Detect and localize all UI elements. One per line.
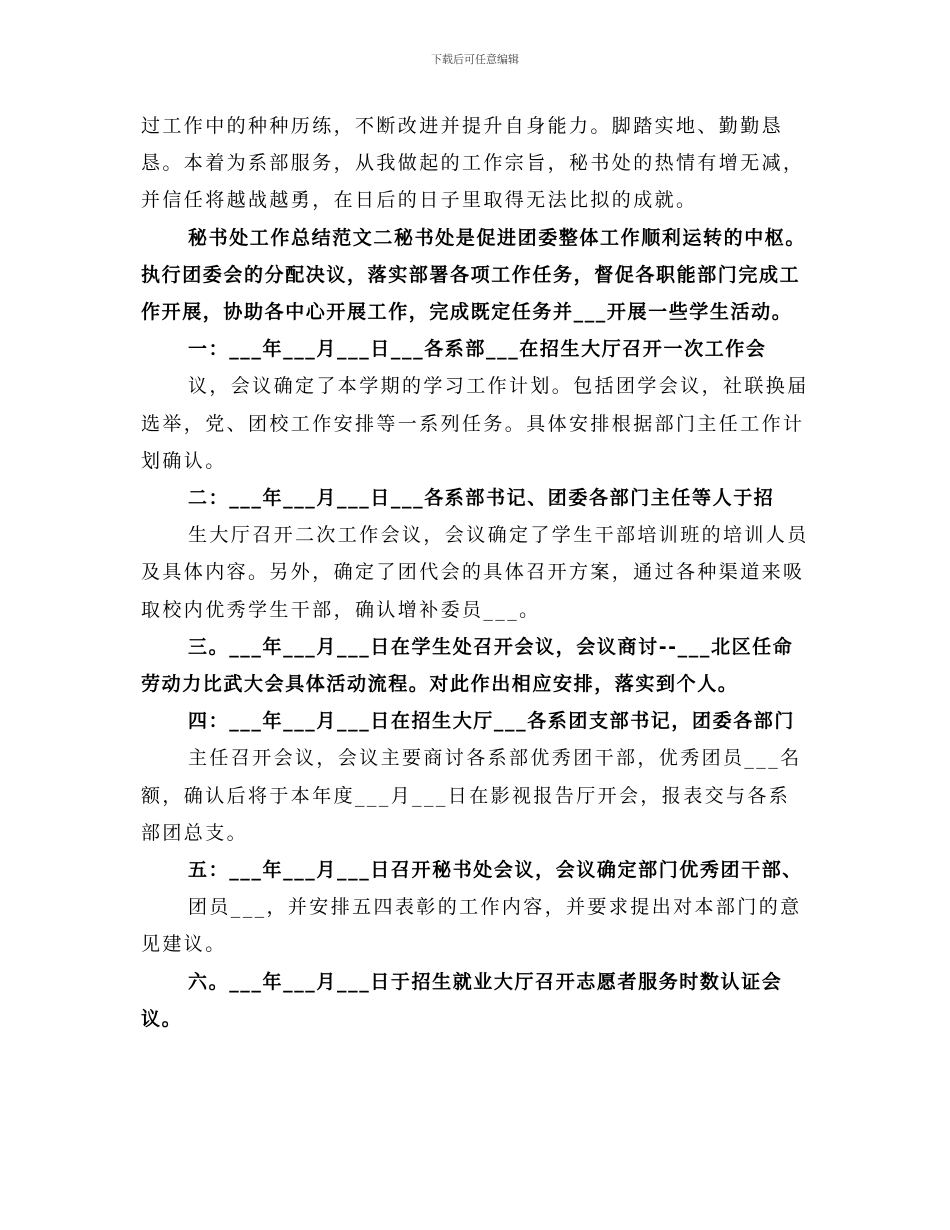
item-5-heading: 五：___年___月___日召开秘书处会议，会议确定部门优秀团干部、 — [188, 859, 803, 882]
item-5-body: 团员___，并安排五四表彰的工作内容，并要求提出对本部门的意见建议。 — [141, 896, 802, 956]
paragraph-intro: 秘书处工作总结范文二秘书处是促进团委整体工作顺利运转的中枢。执行团委会的分配决议，落实部署各项工作任务，督促各职能部门完成工作开展，协助各中心开展工作，完成既定任务并___开展一些学生活动。 — [141, 226, 807, 324]
item-2-heading: 二：___年___月___日___各系部书记、团委各部门主任等人于招 — [188, 487, 775, 510]
document-body — [141, 108, 811, 1038]
item-6-paragraph: 六。___年___月___日于招生就业大厅召开志愿者服务时数认证会议。 — [141, 970, 783, 1030]
item-1-body: 议，会议确定了本学期的学习工作计划。包括团学会议，社联换届选举，党、团校工作安排等一系列任务。具体安排根据部门主任工作计划确认。 — [141, 375, 809, 472]
item-3-paragraph: 三。___年___月___日在学生处召开会议，会议商讨--___北区任命劳动力比武大会具体活动流程。对此作出相应安排，落实到个人。 — [141, 635, 794, 696]
item-4-heading: 四：___年___月___日在招生大厅___各系团支部书记，团委各部门 — [188, 710, 796, 733]
item-1-heading: 一：___年___月___日___各系部___在招生大厅召开一次工作会 — [188, 338, 767, 361]
paragraph-continuation: 过工作中的种种历练，不断改进并提升自身能力。脚踏实地、勤勤恳恳。本着为系部服务，从我做起的工作宗旨，秘书处的热情有增无减，并信任将越战越勇，在日后的日子里取得无法比拟的成就。 — [141, 115, 805, 212]
item-2-body: 生大厅召开二次工作会议，会议确定了学生干部培训班的培训人员及具体内容。另外，确定了团代会的具体召开方案，通过各种渠道来吸取校内优秀学生干部，确认增补委员___。 — [141, 524, 809, 621]
page-header: 下载后可任意编辑 — [431, 53, 519, 66]
item-4-body: 主任召开会议，会议主要商讨各系部优秀团干部，优秀团员___名额，确认后将于本年度___月___日在影视报告厅开会，报表交与各系部团总支。 — [141, 747, 802, 844]
